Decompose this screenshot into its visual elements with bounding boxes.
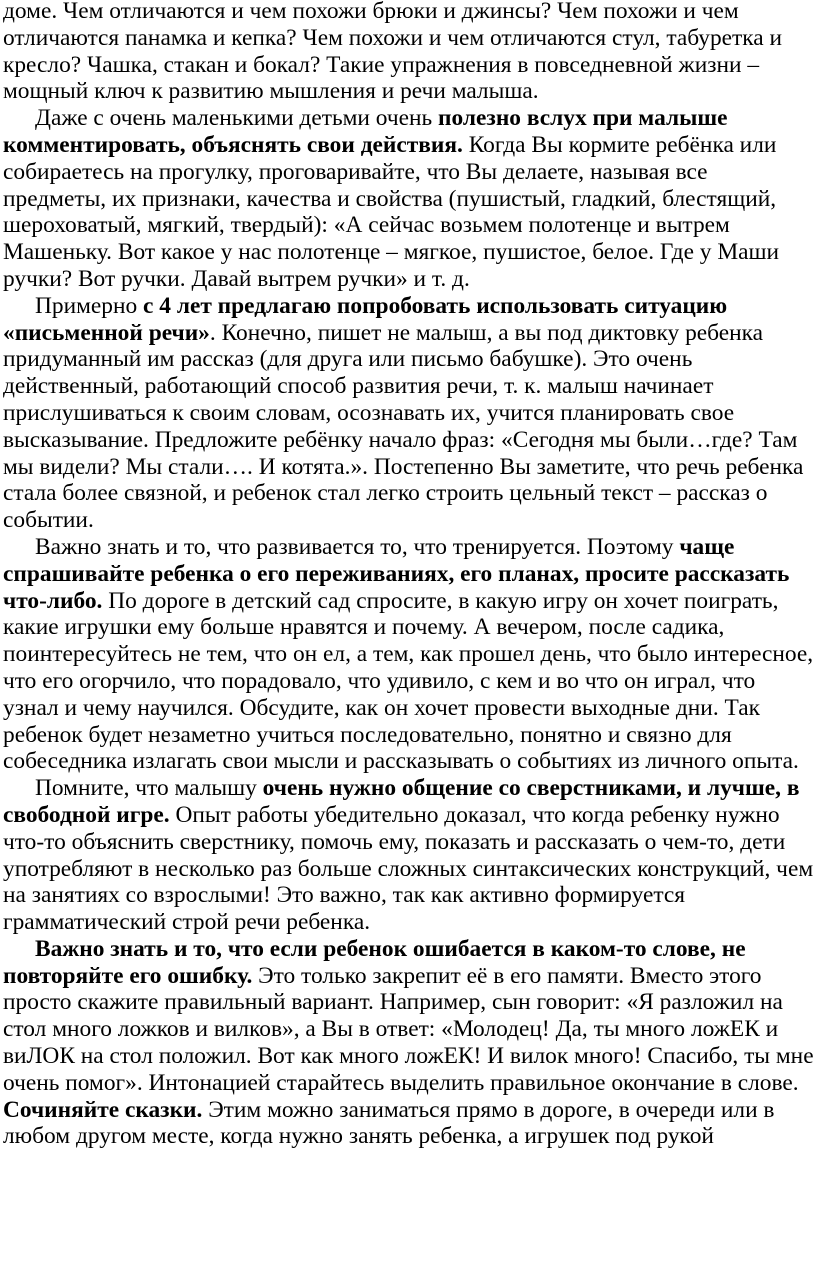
- paragraph-bold-text: с 4 лет предлагаю попробовать использовать ситуацию «письменной речи»: [3, 292, 728, 346]
- paragraph-comparison-exercises: [3, 0, 815, 105]
- paragraph-bold-text: очень нужно общение со сверстниками, и лучше, в свободной игре.: [3, 775, 800, 828]
- paragraph-do-not-repeat-mistakes: [3, 936, 815, 1097]
- paragraph-peer-communication: [3, 775, 815, 936]
- paragraph-text: По дороге в детский сад спросите, в какую игру он хочет поиграть, какие игрушки ему больше нравятся и почему. А вечером, после садика, поинтересуйтесь не тем, что он ел, а тем, как прошел день, что было интересное, что его огорчило, что порадовало, что удивило, с кем и во что он играл, что узнал и чему научился. Обсудите, как он хочет провести выходные дни. Так ребенок будет незаметно учиться последовательно, понятно и связно для собеседника излагать свои мысли и рассказывать о событиях из личного опыта.: [3, 587, 814, 775]
- paragraph-bold-text: полезно вслух при малыше комментировать, объяснять свои действия.: [3, 105, 728, 158]
- document-page: [3, 0, 815, 1152]
- paragraph-bold-text: Важно знать и то, что если ребенок ошибается в каком-то слове, не повторяйте его ошибку.: [3, 935, 746, 989]
- paragraph-text: Этим можно заниматься прямо в дороге, в очереди или в любом другом месте, когда нужно занять ребенка, а игрушек под рукой: [3, 1096, 775, 1150]
- paragraph-comment-actions: [3, 105, 815, 293]
- paragraph-text: Примерно: [35, 292, 144, 319]
- paragraph-text: доме. Чем отличаются и чем похожи брюки и джинсы? Чем похожи и чем отличаются панамка и кепка? Чем похожи и чем отличаются стул, табуретка и кресло? Чашка, стакан и бокал? Такие упражнения в повседневной жизни – мощный ключ к развитию мышления и речи малыша.: [3, 0, 783, 105]
- paragraph-text: Опыт работы убедительно доказал, что когда ребенку нужно что-то объяснить сверстнику, помочь ему, показать и рассказать о чем-то, дети употребляют в несколько раз больше сложных синтаксических конструкций, чем на занятиях со взрослыми! Это важно, так как активно формируется грамматический строй речи ребенка.: [3, 801, 814, 936]
- paragraph-text: Даже с очень маленькими детьми очень: [35, 105, 439, 132]
- paragraph-written-speech: [3, 293, 815, 534]
- paragraph-text: Когда Вы кормите ребёнка или собираетесь на прогулку, проговаривайте, что Вы делаете, называя все предметы, их признаки, качества и свойства (пушистый, гладкий, блестящий, шероховатый, мягкий, твердый): «А сейчас возьмем полотенце и вытрем Машеньку. Вот какое у нас полотенце – мягкое, пушистое, белое. Где у Маши ручки? Вот ручки. Давай вытрем ручки» и т. д.: [3, 131, 780, 292]
- paragraph-ask-child: [3, 534, 815, 775]
- paragraph-text: Это только закрепит её в его памяти. Вместо этого просто скажите правильный вариант. Например, сын говорит: «Я разложил на стол много ложков и вилков», а Вы в ответ: «Молодец! Да, ты много ложЕК и виЛОК на стол положил. Вот как много ложЕК! И вилок много! Спасибо, ты мне очень помог». Интонацией старайтесь выделить правильное окончание в слове.: [3, 962, 814, 1096]
- paragraph-text: . Конечно, пишет не малыш, а вы под диктовку ребенка придуманный им рассказ (для друга или письмо бабушке). Это очень действенный, работающий способ развития речи, т. к. малыш начинает прислушиваться к своим словам, осознавать их, учится планировать свое высказывание. Предложите ребёнку начало фраз: «Сегодня мы были…где? Там мы видели? Мы стали…. И котята.». Постепенно Вы заметите, что речь ребенка стала более связной, и ребенок стал легко строить цельный текст – рассказ о событии.: [3, 319, 804, 534]
- paragraph-text: Помните, что малышу: [35, 775, 263, 802]
- paragraph-bold-text: чаще спрашивайте ребенка о его переживаниях, его планах, просите рассказать что-либо.: [3, 533, 790, 614]
- paragraph-bold-text: Сочиняйте сказки.: [3, 1096, 203, 1123]
- document-body: [3, 0, 815, 1150]
- paragraph-compose-fairy-tales: [3, 1097, 815, 1151]
- paragraph-text: Важно знать и то, что развивается то, что тренируется. Поэтому: [35, 533, 680, 560]
